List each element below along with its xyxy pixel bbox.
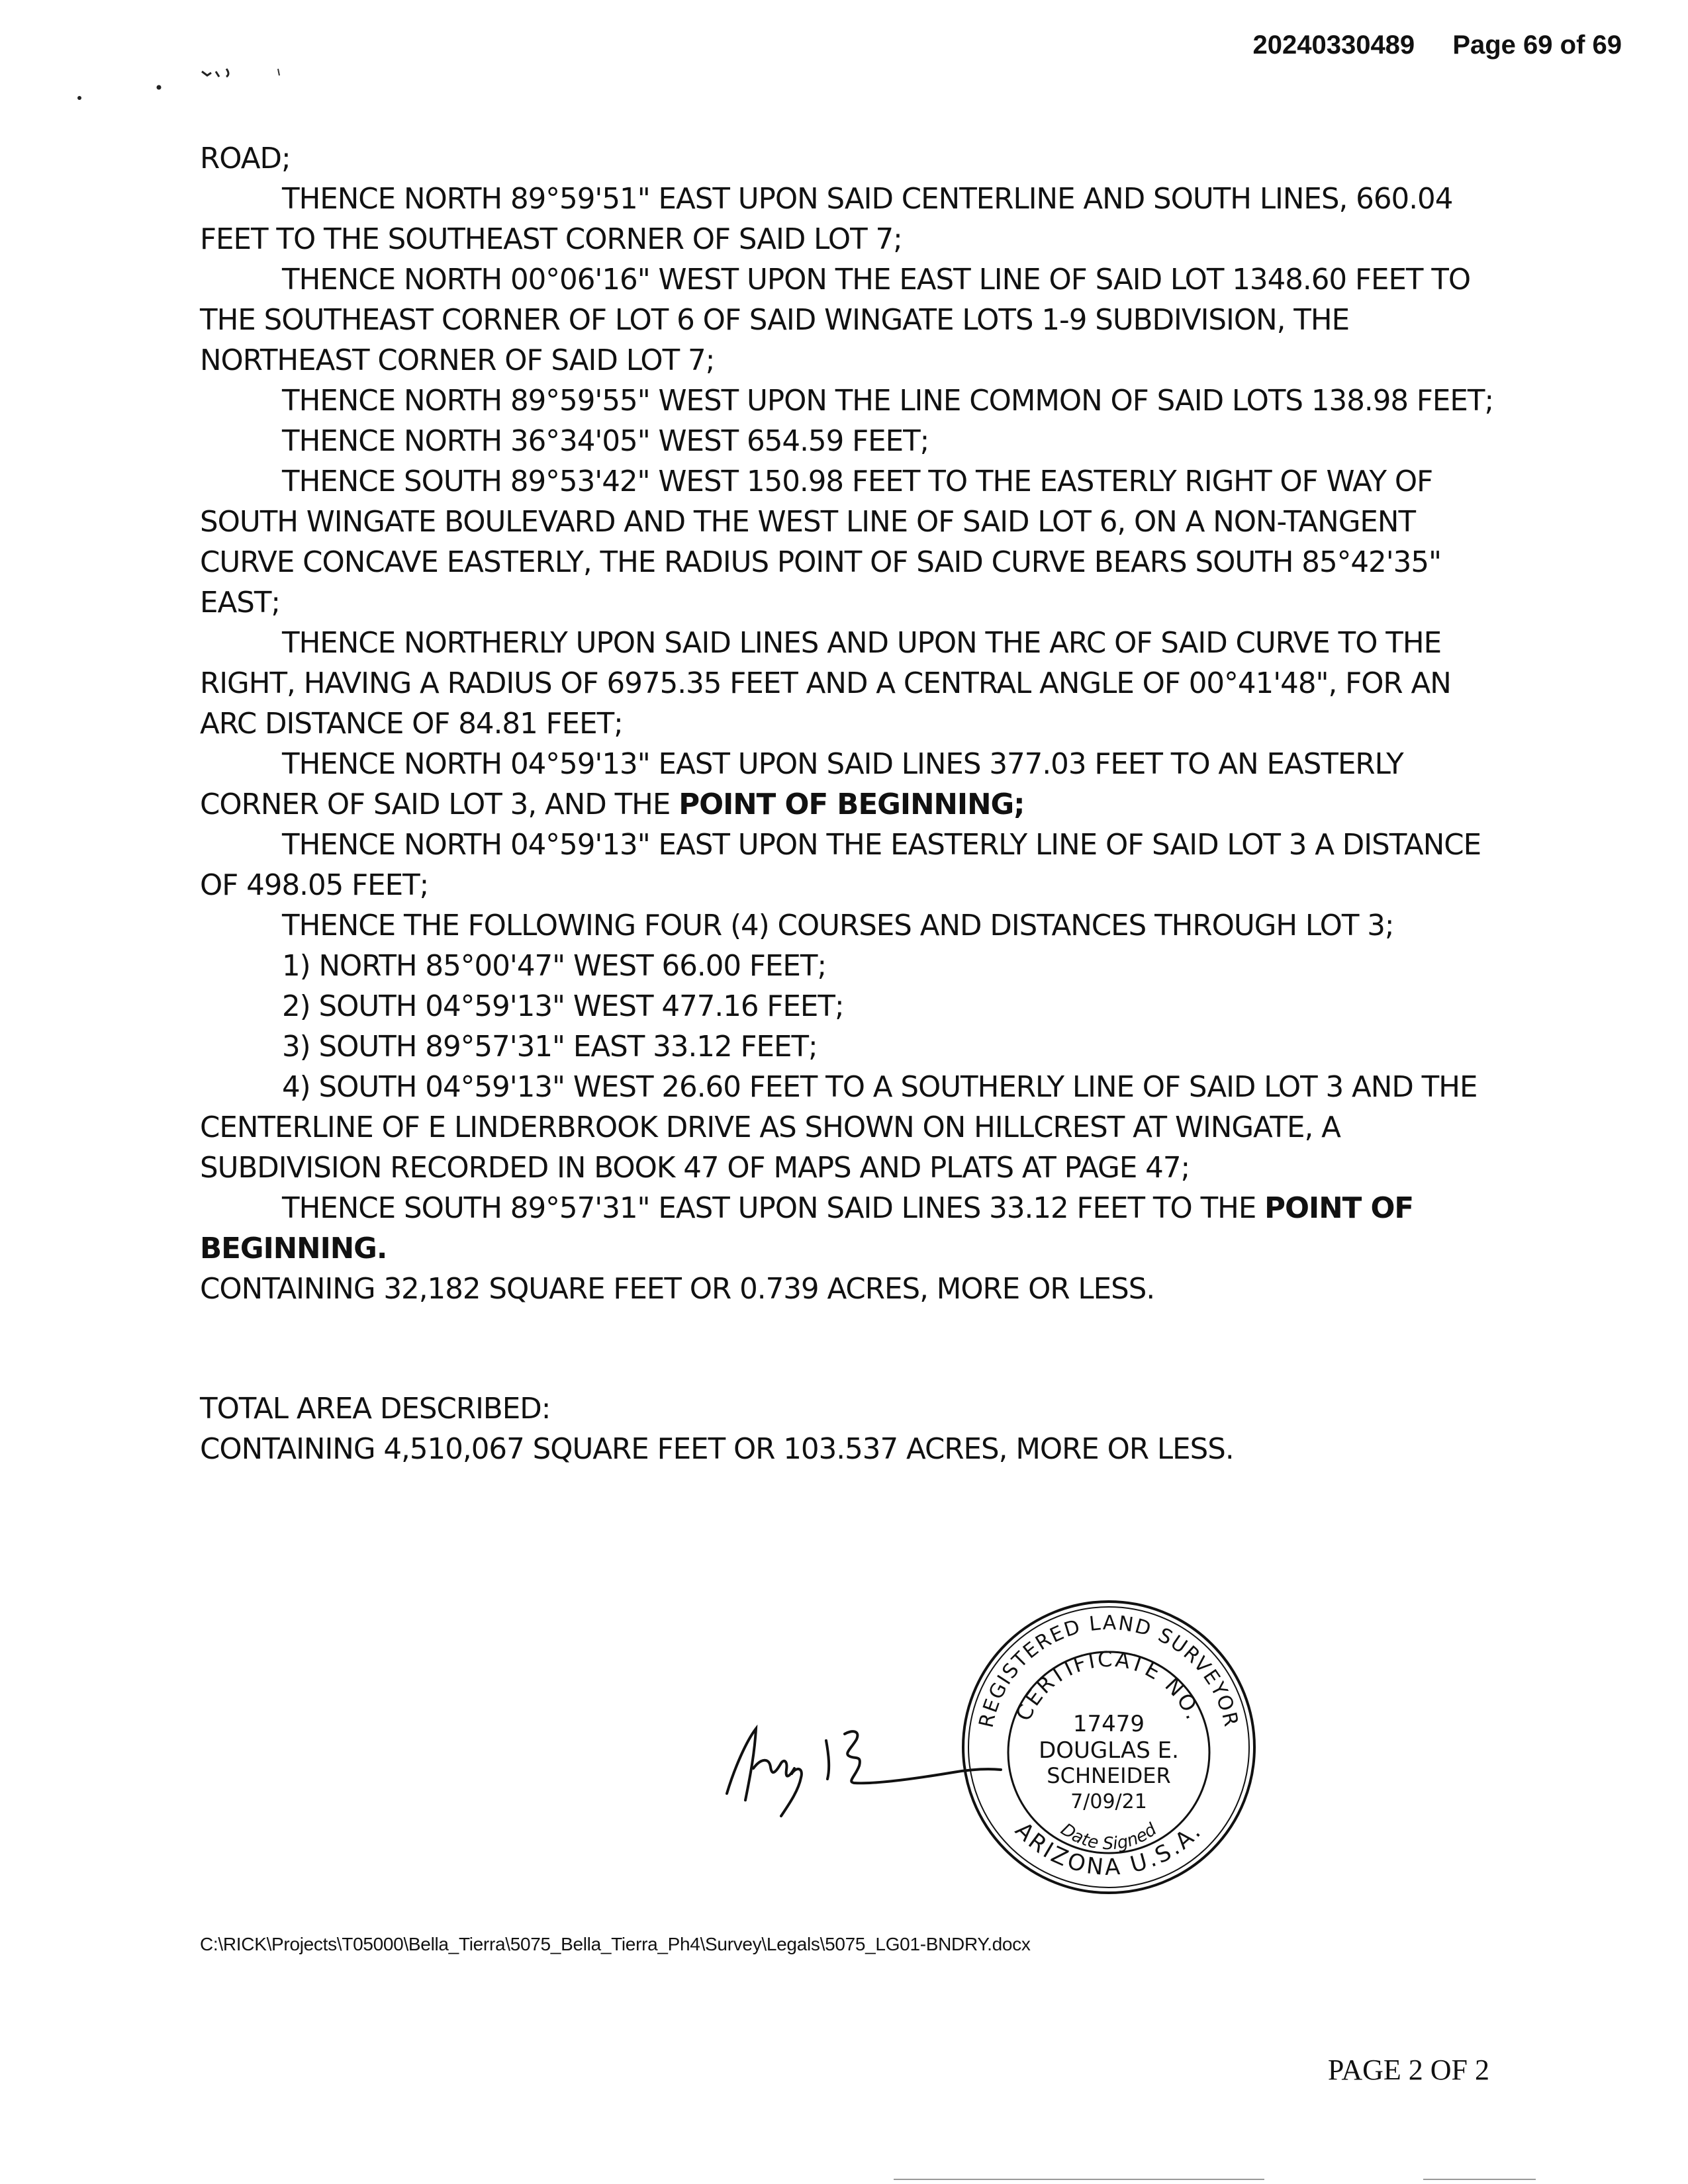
course-4: THENCE NORTH 36°34'05" WEST 654.59 FEET; [282,425,929,458]
surveyor-seal [957,1595,1261,1899]
course-3: THENCE NORTH 89°59'55" WEST UPON THE LINE COMMON OF SAID LOTS 138.98 FEET; [282,385,1494,418]
seal-name-line-1: DOUGLAS E. [1039,1737,1179,1764]
legal-description [200,139,1504,1470]
course-8: THENCE NORTH 04°59'13" EAST UPON THE EASTERLY LINE OF SAID LOT 3 A DISTANCE OF 498.05 FEET; [200,829,1481,902]
document-number: 20240330489 [1252,30,1415,60]
course-1: THENCE NORTH 89°59'51" EAST UPON SAID CENTERLINE AND SOUTH LINES, 660.04 FEET TO THE SOUTHEAST CORNER OF SAID LOT 7; [200,183,1453,256]
sub-course-2: 2) SOUTH 04°59'13" WEST 477.16 FEET; [282,990,844,1023]
course-2: THENCE NORTH 00°06'16" WEST UPON THE EAST LINE OF SAID LOT 1348.60 FEET TO THE SOUTHEAST CORNER OF LOT 6 OF SAID WINGATE LOTS 1-9 SUBDIVISION, THE NORTHEAST CORNER OF SAID LOT 7; [200,263,1471,377]
point-of-beginning-closing: POINT OF BEGINNING. [200,1192,1414,1265]
seal-date-label: Date Signed [1056,1819,1161,1854]
seal-name-line-2: SCHNEIDER [1047,1763,1171,1788]
page-footer: PAGE 2 OF 2 [1327,2054,1489,2086]
seal-date: 7/09/21 [1070,1790,1147,1813]
total-area-label: TOTAL AREA DESCRIBED: [200,1392,551,1426]
file-path: C:\RICK\Projects\T05000\Bella_Tierra\5075_Bella_Tierra_Ph4\Survey\Legals\5075_LG01-BNDRY.docx [200,1934,1031,1954]
sub-course-4: 4) SOUTH 04°59'13" WEST 26.60 FEET TO A SOUTHERLY LINE OF SAID LOT 3 AND THE CENTERLINE OF E LINDERBROOK DRIVE AS SHOWN ON HILLCREST AT WINGATE, A SUBDIVISION RECORDED IN BOOK 47 OF MAPS AND PLATS AT PAGE 47; [200,1071,1477,1185]
course-10-text: THENCE SOUTH 89°57'31" EAST UPON SAID LINES 33.12 FEET TO THE [282,1192,1265,1225]
course-7-text: THENCE NORTH 04°59'13" EAST UPON SAID LINES 377.03 FEET TO AN EASTERLY CORNER OF SAID LOT 3, AND THE [200,748,1403,821]
seal-bottom-text: ARIZONA U.S.A. [1009,1817,1208,1882]
course-7 [200,745,1504,825]
sub-course-1: 1) NORTH 85°00'47" WEST 66.00 FEET; [282,950,827,983]
scan-specks [60,60,324,113]
spacer [200,1310,1504,1389]
course-5: THENCE SOUTH 89°53'42" WEST 150.98 FEET TO THE EASTERLY RIGHT OF WAY OF SOUTH WINGATE BOULEVARD AND THE WEST LINE OF SAID LOT 6, ON A NON-TANGENT CURVE CONCAVE EASTERLY, THE RADIUS POINT OF SAID CURVE BEARS SOUTH 85°42'35" EAST; [200,465,1442,619]
course-10 [200,1189,1504,1269]
point-of-beginning: POINT OF BEGINNING; [679,788,1025,821]
road-line: ROAD; [200,142,291,175]
seal-outer-text: REGISTERED LAND SURVEYOR [974,1611,1243,1730]
course-6: THENCE NORTHERLY UPON SAID LINES AND UPON THE ARC OF SAID CURVE TO THE RIGHT, HAVING A RADIUS OF 6975.35 FEET AND A CENTRAL ANGLE OF 00°41'48", FOR AN ARC DISTANCE OF 84.81 FEET; [200,627,1451,741]
seal-certificate-number: 17479 [1072,1711,1145,1737]
seal-certificate-label: CERTIFICATE NO. [1010,1646,1207,1725]
page-count: Page 69 of 69 [1452,30,1622,60]
scan-edge-line [1423,2179,1536,2180]
scan-edge-line [894,2179,1264,2180]
total-area-statement: CONTAINING 4,510,067 SQUARE FEET OR 103.537 ACRES, MORE OR LESS. [200,1433,1234,1466]
page-header [1252,30,1622,60]
course-9: THENCE THE FOLLOWING FOUR (4) COURSES AND DISTANCES THROUGH LOT 3; [282,909,1394,942]
sub-course-3: 3) SOUTH 89°57'31" EAST 33.12 FEET; [282,1030,818,1064]
area-statement: CONTAINING 32,182 SQUARE FEET OR 0.739 ACRES, MORE OR LESS. [200,1273,1155,1306]
